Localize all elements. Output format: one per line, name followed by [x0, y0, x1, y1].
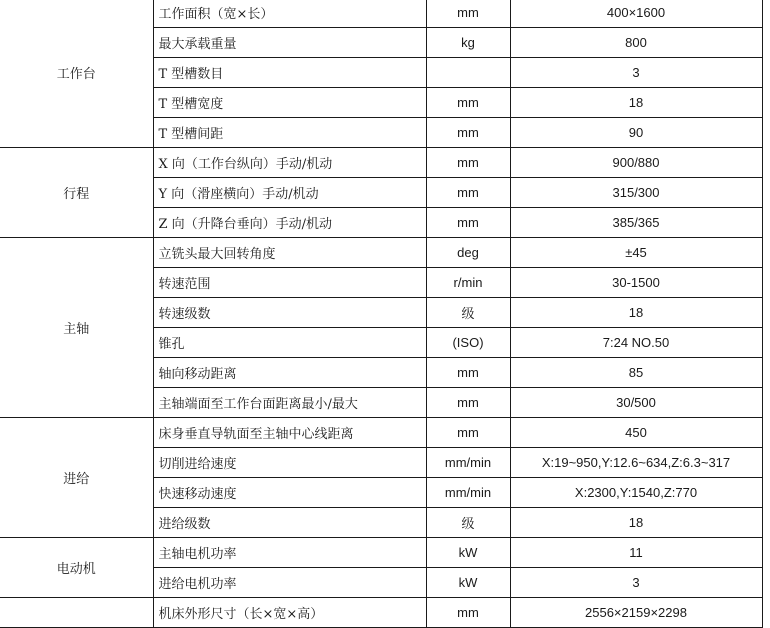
spec-row: [0, 598, 762, 628]
value-cell: 18: [510, 298, 762, 328]
spec-row: [0, 238, 762, 268]
value-cell: 3: [510, 568, 762, 598]
parameter-name-cell: 主轴电机功率: [153, 538, 426, 568]
value-cell: 11: [510, 538, 762, 568]
parameter-name-cell: Y 向（滑座横向）手动/机动: [153, 178, 426, 208]
spec-row: [0, 0, 762, 28]
value-cell: 800: [510, 28, 762, 58]
parameter-name-cell: 轴向移动距离: [153, 358, 426, 388]
spec-row: [0, 418, 762, 448]
category-cell: 行程: [0, 148, 153, 238]
unit-cell: kW: [426, 538, 510, 568]
parameter-name-cell: 进给电机功率: [153, 568, 426, 598]
unit-cell: mm: [426, 118, 510, 148]
value-cell: 18: [510, 508, 762, 538]
unit-cell: mm/min: [426, 478, 510, 508]
unit-cell: mm: [426, 208, 510, 238]
value-cell: 85: [510, 358, 762, 388]
parameter-name-cell: 床身垂直导轨面至主轴中心线距离: [153, 418, 426, 448]
parameter-name-cell: Z 向（升降台垂向）手动/机动: [153, 208, 426, 238]
parameter-name-cell: 最大承载重量: [153, 28, 426, 58]
unit-cell: deg: [426, 238, 510, 268]
parameter-name-cell: T 型槽数目: [153, 58, 426, 88]
parameter-name-cell: 锥孔: [153, 328, 426, 358]
category-cell: 工作台: [0, 0, 153, 148]
category-cell: [0, 598, 153, 628]
value-cell: 7:24 NO.50: [510, 328, 762, 358]
parameter-name-cell: 立铣头最大回转角度: [153, 238, 426, 268]
value-cell: 30/500: [510, 388, 762, 418]
parameter-name-cell: T 型槽宽度: [153, 88, 426, 118]
parameter-name-cell: X 向（工作台纵向）手动/机动: [153, 148, 426, 178]
parameter-name-cell: 机床外形尺寸（长×宽×高）: [153, 598, 426, 628]
parameter-name-cell: 转速级数: [153, 298, 426, 328]
value-cell: 3: [510, 58, 762, 88]
unit-cell: mm: [426, 178, 510, 208]
value-cell: 385/365: [510, 208, 762, 238]
value-cell: 90: [510, 118, 762, 148]
parameter-name-cell: 进给级数: [153, 508, 426, 538]
unit-cell: mm: [426, 388, 510, 418]
value-cell: X:2300,Y:1540,Z:770: [510, 478, 762, 508]
unit-cell: [426, 58, 510, 88]
unit-cell: (ISO): [426, 328, 510, 358]
unit-cell: mm/min: [426, 448, 510, 478]
spec-row: [0, 148, 762, 178]
category-cell: 主轴: [0, 238, 153, 418]
unit-cell: 级: [426, 298, 510, 328]
spec-row: [0, 538, 762, 568]
unit-cell: mm: [426, 358, 510, 388]
parameter-name-cell: T 型槽间距: [153, 118, 426, 148]
value-cell: 315/300: [510, 178, 762, 208]
value-cell: ±45: [510, 238, 762, 268]
value-cell: 18: [510, 88, 762, 118]
value-cell: 450: [510, 418, 762, 448]
parameter-name-cell: 转速范围: [153, 268, 426, 298]
unit-cell: mm: [426, 88, 510, 118]
value-cell: 30-1500: [510, 268, 762, 298]
unit-cell: kW: [426, 568, 510, 598]
parameter-name-cell: 快速移动速度: [153, 478, 426, 508]
unit-cell: mm: [426, 418, 510, 448]
parameter-name-cell: 切削进给速度: [153, 448, 426, 478]
unit-cell: mm: [426, 598, 510, 628]
unit-cell: mm: [426, 0, 510, 28]
category-cell: 进给: [0, 418, 153, 538]
value-cell: X:19~950,Y:12.6~634,Z:6.3~317: [510, 448, 762, 478]
value-cell: 900/880: [510, 148, 762, 178]
unit-cell: mm: [426, 148, 510, 178]
value-cell: 400×1600: [510, 0, 762, 28]
value-cell: 2556×2159×2298: [510, 598, 762, 628]
parameter-name-cell: 工作面积（宽×长）: [153, 0, 426, 28]
parameter-name-cell: 主轴端面至工作台面距离最小/最大: [153, 388, 426, 418]
unit-cell: 级: [426, 508, 510, 538]
unit-cell: r/min: [426, 268, 510, 298]
category-cell: 电动机: [0, 538, 153, 598]
unit-cell: kg: [426, 28, 510, 58]
